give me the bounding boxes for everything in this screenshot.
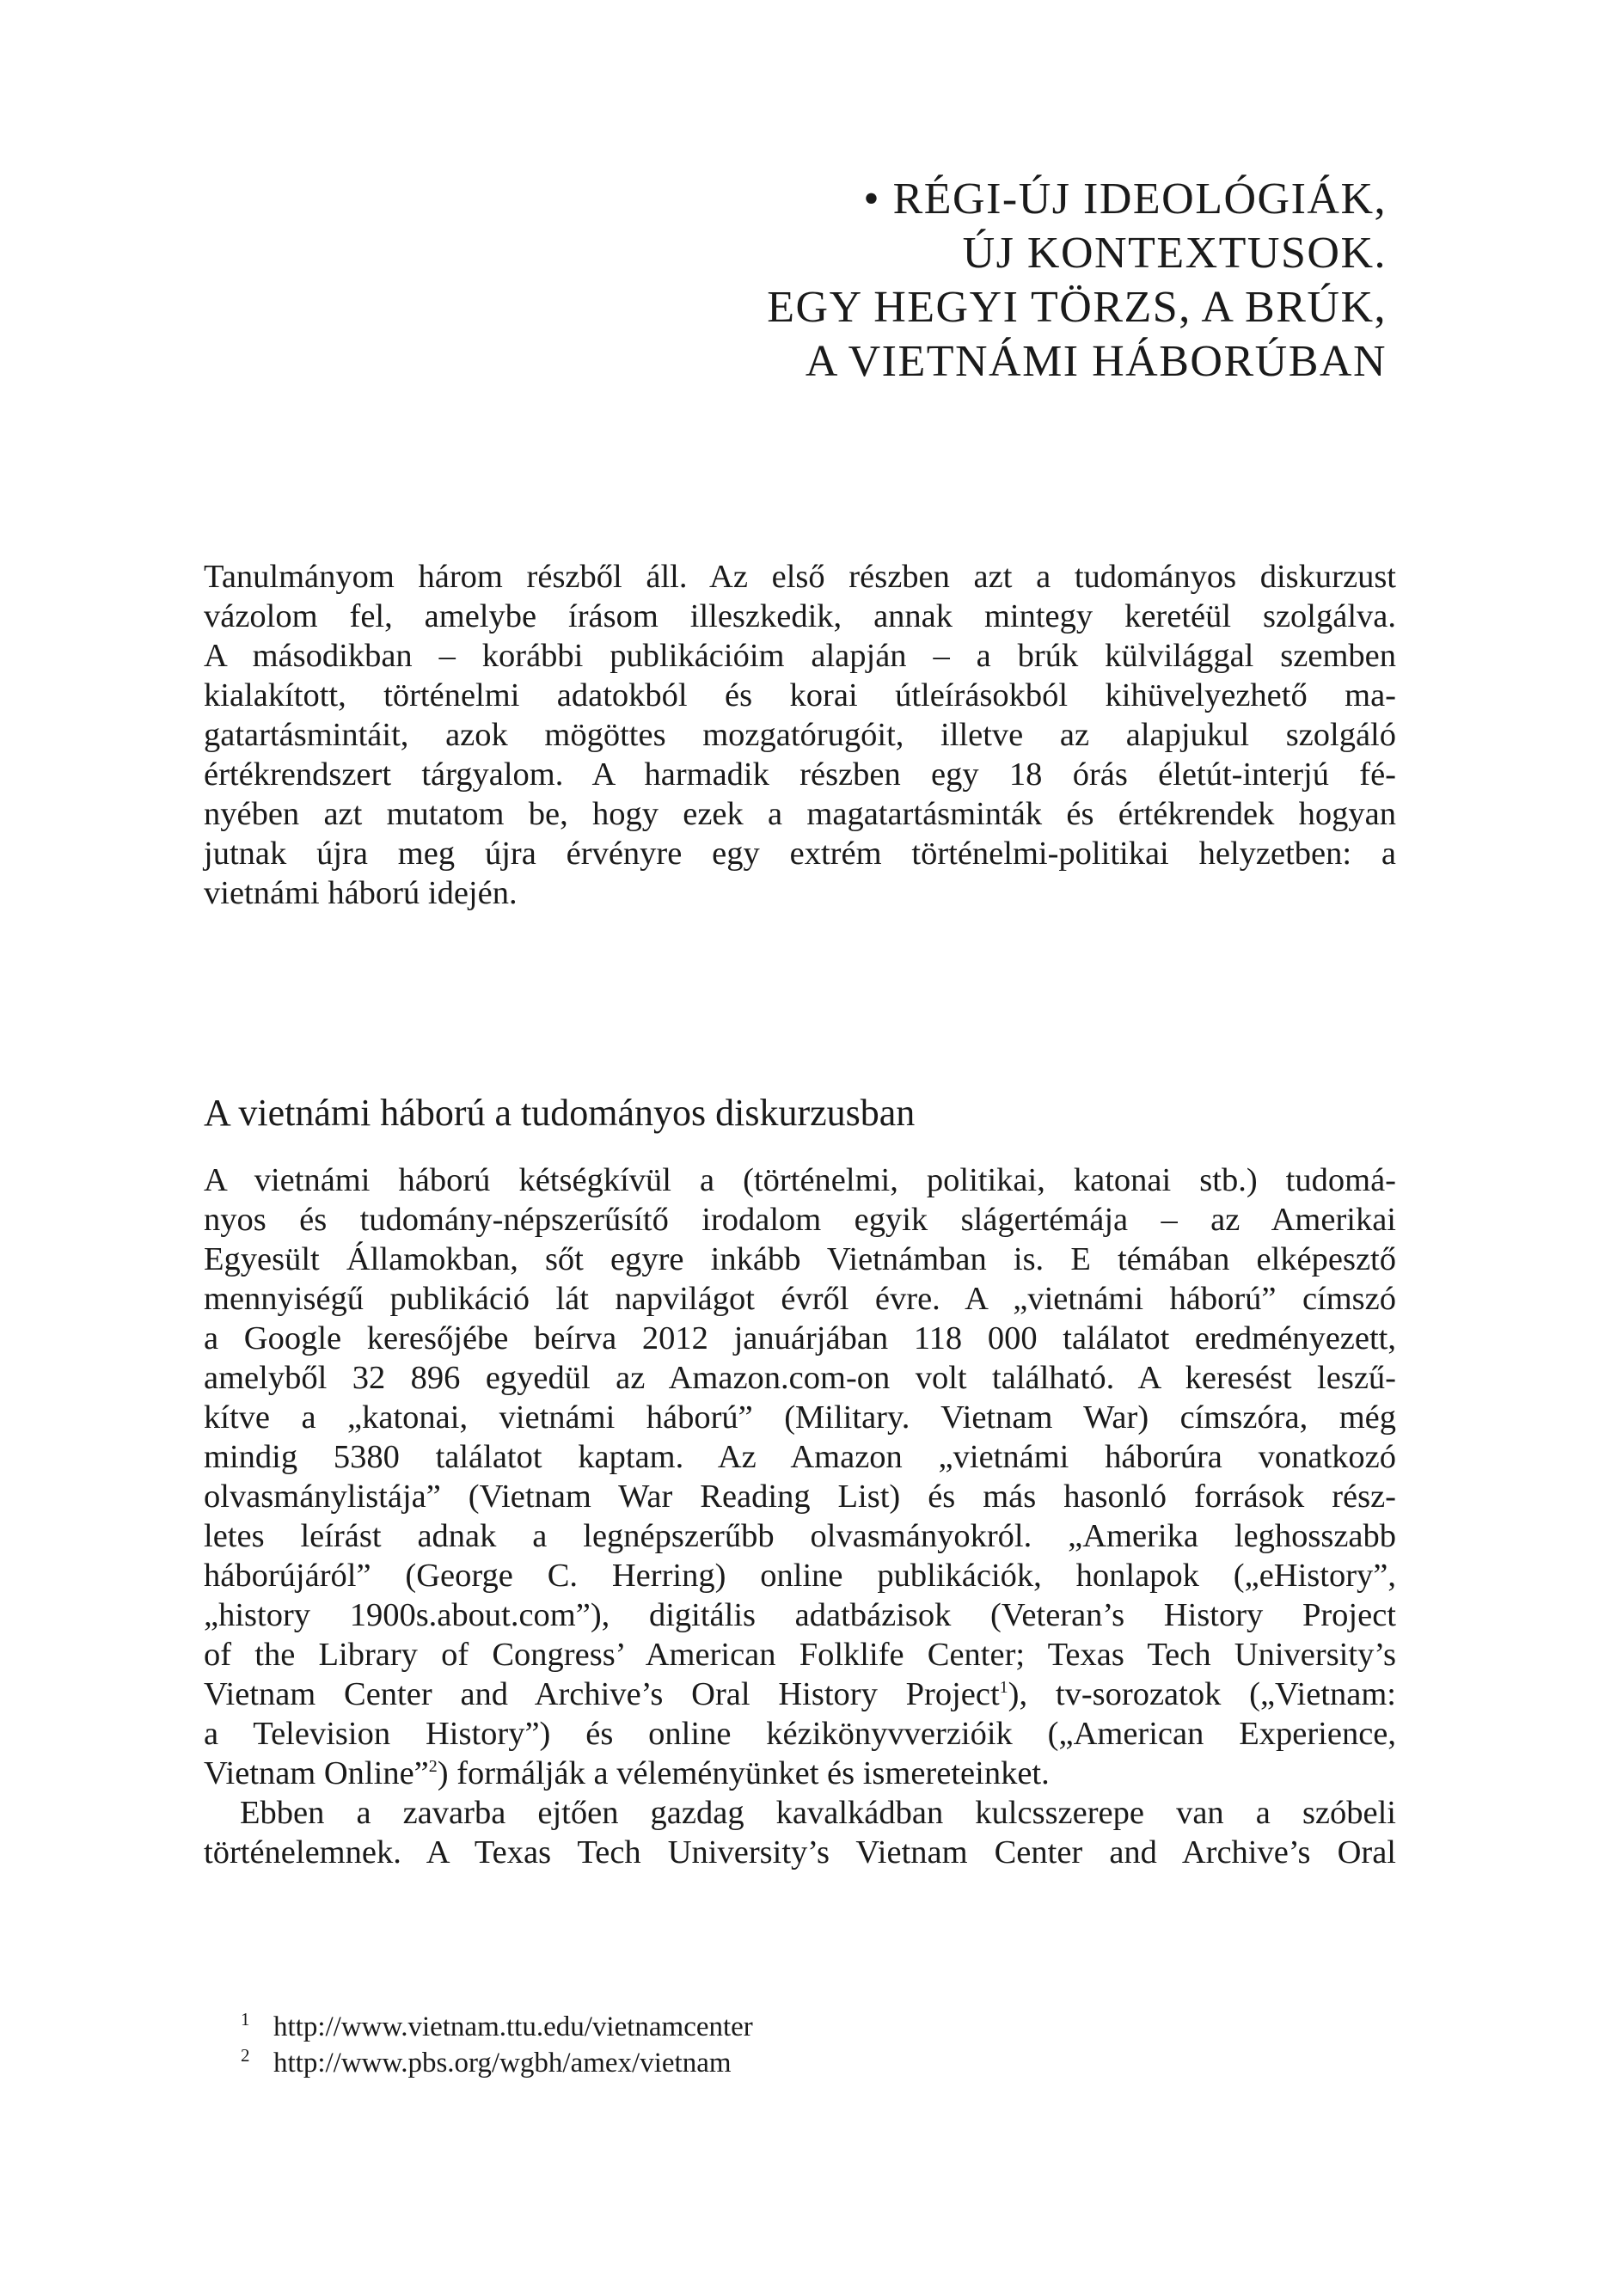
chapter-title-line: • RÉGI-ÚJ IDEOLÓGIÁK, [863, 174, 1387, 223]
footnote-link[interactable]: http://www.vietnam.ttu.edu/vietnamcenter [273, 2011, 753, 2042]
chapter-title [441, 172, 1387, 389]
section-heading: A vietnámi háború a tudományos diskurzusban [204, 1091, 916, 1134]
text-line: gatartásmintáit, azok mögöttes mozgatórugóit, illetve az alapjukul szolgáló [204, 717, 1396, 753]
text-line: a Google keresőjébe beírva 2012 januárjában 118 000 találatot eredményezett, [204, 1320, 1396, 1356]
chapter-title-line: EGY HEGYI TÖRZS, A BRÚK, [767, 282, 1387, 332]
text-line: történelemnek. A Texas Tech University’s Vietnam Center and Archive’s Oral [204, 1834, 1396, 1870]
text-line: vázolom fel, amelybe írásom illeszkedik, annak mintegy keretéül szolgálva. [204, 598, 1396, 634]
text-line: kialakított, történelmi adatokból és korai útleírásokból kihüvelyezhető ma- [204, 677, 1396, 713]
text-segment: Vietnam Online” [204, 1755, 429, 1791]
text-line: olvasmánylistája” (Vietnam War Reading List) és más hasonló források rész- [204, 1479, 1396, 1515]
footnote-item: 2 http://www.pbs.org/wgbh/amex/vietnam [241, 2045, 732, 2079]
text-line: Ebben a zavarba ejtően gazdag kavalkádban kulcsszerepe van a szóbeli [240, 1795, 1396, 1831]
text-line: „history 1900s.about.com”), digitális adatbázisok (Veteran’s History Project [204, 1597, 1396, 1633]
text-line [204, 1675, 1396, 1714]
text-line: értékrendszert tárgyalom. A harmadik részben egy 18 órás életút-interjú fé- [204, 756, 1396, 793]
footnotes [241, 2009, 753, 2081]
text-line: kítve a „katonai, vietnámi háború” (Military. Vietnam War) címszóra, még [204, 1399, 1396, 1436]
text-line: jutnak újra meg újra érvényre egy extrém történelmi-politikai helyzetben: a [204, 836, 1396, 872]
chapter-title-line: A VIETNÁMI HÁBORÚBAN [805, 336, 1387, 386]
text-line: of the Library of Congress’ American Folklife Center; Texas Tech University’s [204, 1637, 1396, 1673]
text-line: mindig 5380 találatot kaptam. Az Amazon „vietnámi háborúra vonatkozó [204, 1439, 1396, 1475]
text-line: Egyesült Államokban, sőt egyre inkább Vietnámban is. E témában elképesztő [204, 1241, 1396, 1277]
text-line: vietnámi háború idején. [204, 875, 518, 911]
footnote-ref-2[interactable]: 2 [428, 1757, 438, 1776]
text-line: nyos és tudomány-népszerűsítő irodalom egyik slágertémája – az Amerikai [204, 1202, 1396, 1238]
text-line: amelyből 32 896 egyedül az Amazon.com-on volt található. A keresést leszű- [204, 1360, 1396, 1396]
text-line: Tanulmányom három részből áll. Az első részben azt a tudományos diskurzust [204, 559, 1396, 595]
text-segment: Vietnam Center and Archive’s Oral History Project [204, 1676, 1000, 1712]
section-paragraph [204, 1160, 1396, 1872]
text-line: háborújáról” (George C. Herring) online publikációk, honlapok („eHistory”, [204, 1558, 1396, 1594]
text-segment: ) formálják a véleményünket és ismereteinket. [437, 1755, 1050, 1791]
text-line [204, 1754, 1396, 1793]
text-segment: ), tv-sorozatok („Vietnam: [1008, 1676, 1396, 1712]
text-line: A vietnámi háború kétségkívül a (történelmi, politikai, katonai stb.) tudomá- [204, 1162, 1396, 1198]
text-line: a Television History”) és online kézikönyvverzióik („American Experience, [204, 1716, 1396, 1752]
text-line: A másodikban – korábbi publikációim alapján – a brúk külvilággal szemben [204, 638, 1396, 674]
text-line: nyében azt mutatom be, hogy ezek a magatartásminták és értékrendek hogyan [204, 796, 1396, 832]
intro-paragraph [204, 557, 1396, 913]
chapter-title-line: ÚJ KONTEXTUSOK. [962, 228, 1387, 278]
footnote-item: 1 http://www.vietnam.ttu.edu/vietnamcenter [241, 2009, 753, 2042]
footnote-ref-1[interactable]: 1 [999, 1678, 1008, 1697]
text-line: mennyiségű publikáció lát napvilágot évről évre. A „vietnámi háború” címszó [204, 1281, 1396, 1317]
text-line: letes leírást adnak a legnépszerűbb olvasmányokról. „Amerika leghosszabb [204, 1518, 1396, 1554]
footnote-link[interactable]: http://www.pbs.org/wgbh/amex/vietnam [273, 2048, 732, 2079]
